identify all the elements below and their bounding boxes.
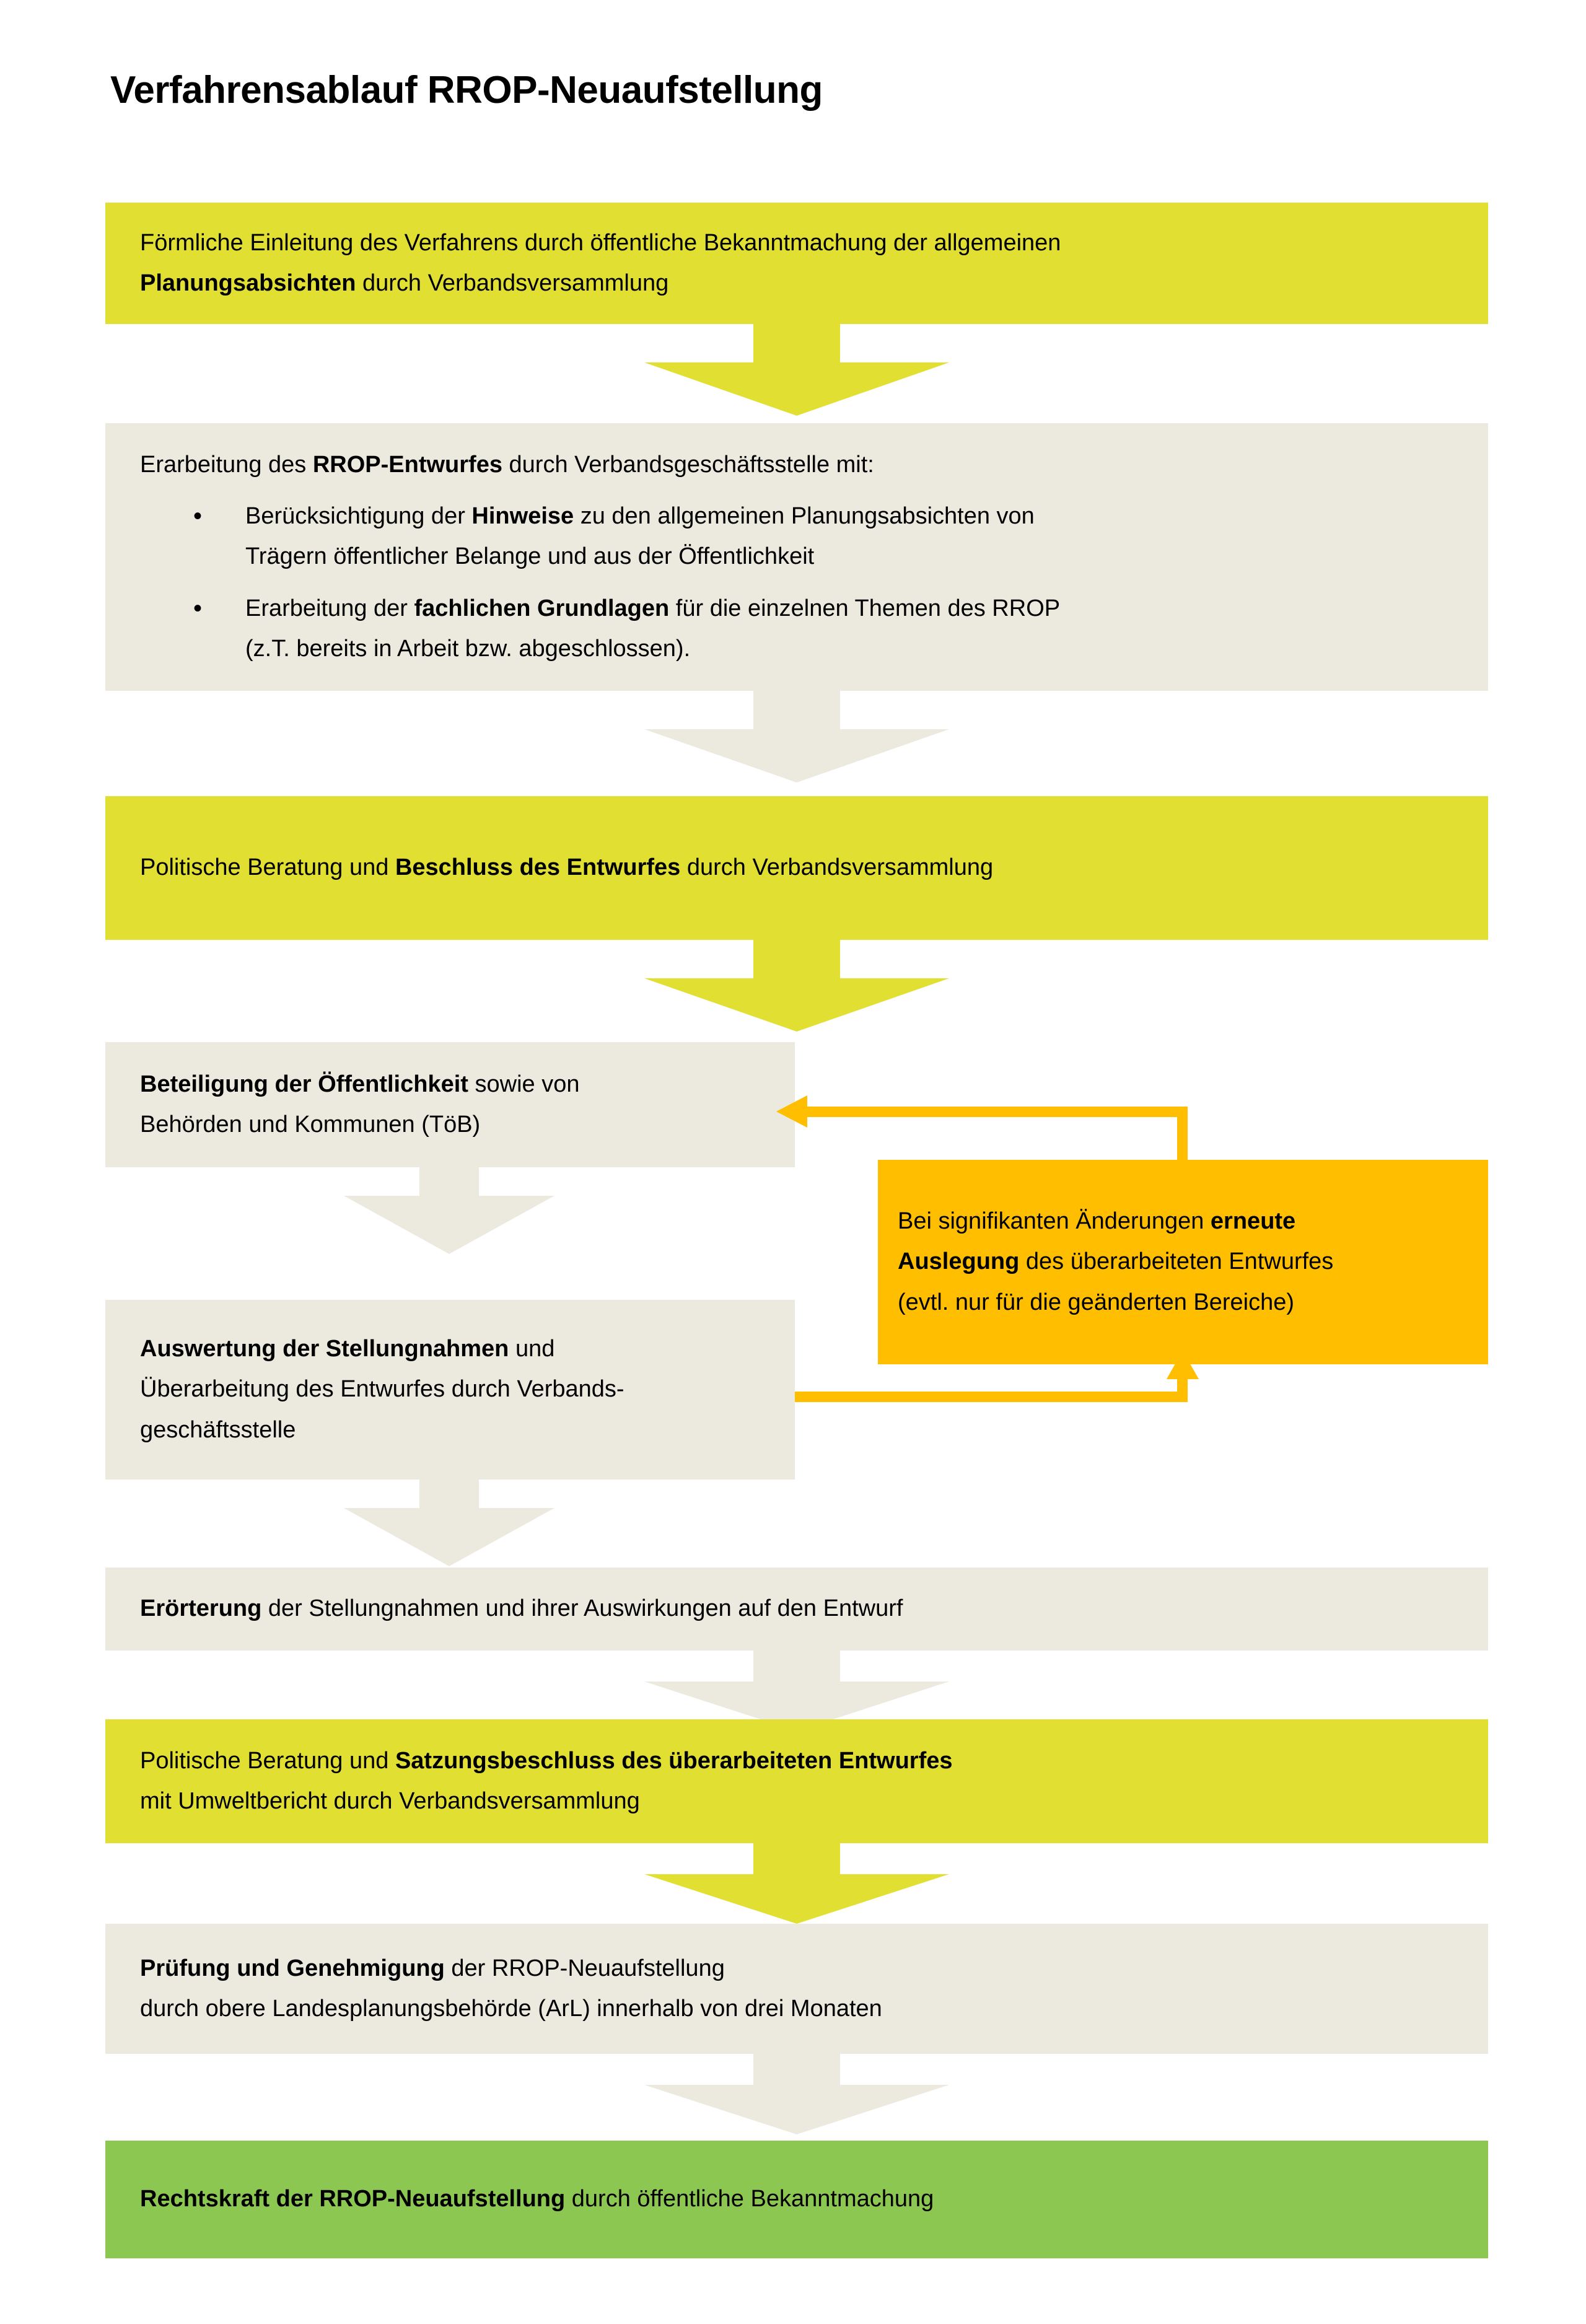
text-emphasis: fachlichen Grundlagen (414, 595, 670, 621)
step-text-eroerterung (105, 1589, 1488, 1629)
step-text-erarbeitung-entwurf (105, 445, 1488, 670)
orange-connector-horizontal-bottom (795, 1392, 1188, 1402)
text-emphasis: Prüfung und Genehmigung (140, 1955, 445, 1981)
step-box-satzungsbeschluss (105, 1719, 1488, 1843)
bullet-list (140, 496, 1463, 669)
text-line: sowie von (468, 1071, 580, 1097)
text-line: (evtl. nur für die geänderten Bereiche) (898, 1289, 1295, 1315)
step-text-auswertung (105, 1329, 795, 1450)
text-line: Behörden und Kommunen (TöB) (140, 1112, 481, 1138)
arrow-down-5 (344, 1480, 554, 1566)
step-box-eroerterung (105, 1568, 1488, 1651)
step-box-erneute-auslegung (878, 1160, 1488, 1364)
orange-connector-horizontal-top (805, 1107, 1188, 1117)
step-box-auswertung (105, 1300, 795, 1480)
text-line: (z.T. bereits in Arbeit bzw. abgeschlossen). (245, 636, 691, 662)
step-box-erarbeitung-entwurf (105, 423, 1488, 691)
text-emphasis: Hinweise (471, 502, 574, 529)
text-line: Berücksichtigung der (245, 502, 472, 529)
text-emphasis: Beschluss des Entwurfes (395, 854, 681, 881)
text-line: der RROP-Neuaufstellung (444, 1955, 725, 1981)
list-item (140, 589, 1463, 670)
text-line: durch obere Landesplanungsbehörde (ArL) innerhalb von drei Monaten (140, 1996, 882, 2022)
text-line: Erarbeitung der (245, 595, 414, 621)
arrow-down-8 (644, 2054, 949, 2134)
step-box-pruefung-genehmigung (105, 1924, 1488, 2054)
list-item (140, 496, 1463, 577)
text-line: durch Verbandsgeschäftsstelle mit: (502, 451, 874, 478)
step-text-beteiligung (105, 1064, 795, 1146)
text-line: Bei signifikanten Änderungen (898, 1208, 1211, 1234)
text-line: Erarbeitung des (140, 451, 313, 478)
orange-arrowhead-up (1167, 1351, 1199, 1379)
arrow-down-7 (644, 1843, 949, 1924)
step-text-rechtskraft (105, 2179, 1488, 2219)
text-line: zu den allgemeinen Planungsabsichten von (574, 502, 1035, 529)
step-text-beschluss-entwurf (105, 848, 1488, 888)
text-emphasis: Planungsabsichten (140, 270, 356, 296)
text-emphasis: Satzungsbeschluss des überarbeiteten Entwurfes (395, 1747, 953, 1774)
text-line: durch Verbandsversammlung (356, 270, 669, 296)
step-box-beteiligung (105, 1042, 795, 1167)
orange-arrowhead-left (776, 1095, 807, 1128)
page-title: Verfahrensablauf RROP-Neuaufstellung (110, 69, 823, 112)
text-line: für die einzelnen Themen des RROP (669, 595, 1061, 621)
step-box-beschluss-entwurf (105, 796, 1488, 940)
arrow-down-2 (644, 691, 949, 783)
text-emphasis: erneute (1210, 1208, 1296, 1234)
step-text-erneute-auslegung (878, 1201, 1488, 1323)
step-box-einleitung (105, 203, 1488, 324)
text-emphasis: Beteiligung der Öffentlichkeit (140, 1071, 468, 1097)
step-intro-line (140, 445, 1463, 485)
text-line: und (509, 1335, 555, 1362)
text-emphasis: Auswertung der Stellungnahmen (140, 1335, 509, 1362)
text-line: geschäftsstelle (140, 1416, 296, 1443)
text-emphasis: RROP-Entwurfes (312, 451, 502, 478)
arrow-down-4 (344, 1167, 554, 1254)
arrow-down-1 (644, 324, 949, 416)
orange-connector-vertical-bottom (1177, 1377, 1188, 1402)
step-text-satzungsbeschluss (105, 1741, 1488, 1822)
text-line: mit Umweltbericht durch Verbandsversammlung (140, 1788, 640, 1814)
text-line: Politische Beratung und (140, 854, 395, 881)
step-box-rechtskraft (105, 2141, 1488, 2258)
text-line: Trägern öffentlicher Belange und aus der Öffentlichkeit (245, 543, 815, 570)
text-line: durch öffentliche Bekanntmachung (565, 2186, 934, 2212)
arrow-down-3 (644, 940, 949, 1032)
step-text-einleitung (105, 223, 1488, 304)
text-line: Politische Beratung und (140, 1747, 395, 1774)
text-line: Förmliche Einleitung des Verfahrens durch öffentliche Bekanntmachung der allgemeinen (140, 229, 1061, 256)
text-line: des überarbeiteten Entwurfes (1019, 1248, 1334, 1275)
text-emphasis: Erörterung (140, 1595, 262, 1622)
text-line: Überarbeitung des Entwurfes durch Verbands- (140, 1376, 624, 1403)
text-line: durch Verbandsversammlung (680, 854, 994, 881)
text-emphasis: Rechtskraft der RROP-Neuaufstellung (140, 2186, 566, 2212)
text-emphasis: Auslegung (898, 1248, 1020, 1275)
text-line: der Stellungnahmen und ihrer Auswirkungen auf den Entwurf (261, 1595, 903, 1622)
step-text-pruefung-genehmigung (105, 1949, 1488, 2030)
